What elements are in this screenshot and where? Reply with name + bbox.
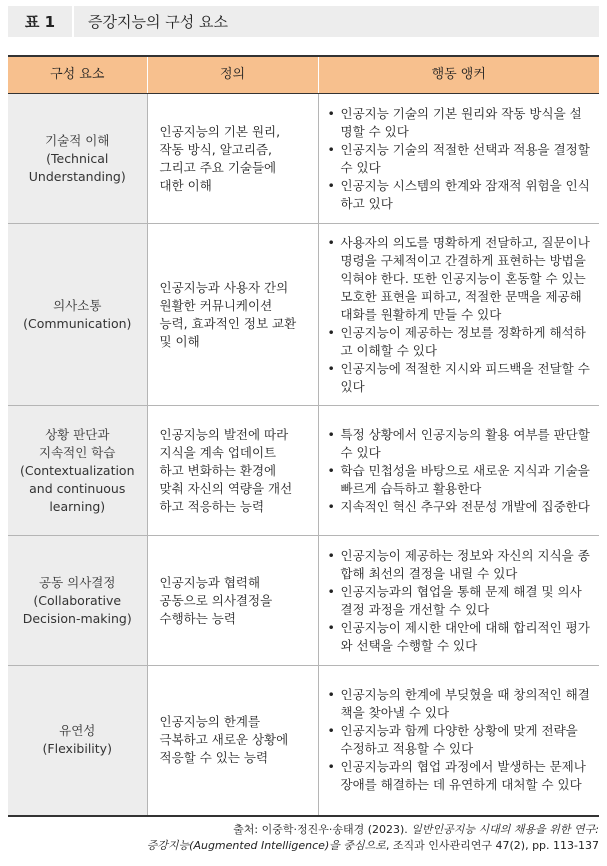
definition-line: 능력, 효과적인 정보 교환	[159, 315, 297, 331]
component-line: 지속적인 학습	[39, 444, 116, 460]
component-line: 공동 의사결정	[39, 574, 116, 590]
anchor-list	[327, 234, 594, 396]
definition-cell	[147, 94, 318, 224]
components-table	[8, 55, 599, 817]
component-line: (Collaborative	[33, 592, 122, 608]
definition-line: 및 이해	[159, 333, 200, 349]
definition-line: 인공지능의 발전에 따라	[159, 426, 289, 442]
anchor-item: • 인공지능과의 협업을 통해 문제 해결 및 의사결정 과정을 개선할 수 있다	[327, 583, 594, 619]
behavior-anchors-cell	[318, 406, 599, 536]
component-line: (Contextualization	[19, 462, 135, 478]
anchor-list	[327, 547, 594, 655]
component-line: 유연성	[59, 723, 96, 739]
definition-line: 인공지능의 기본 원리,	[159, 123, 281, 139]
definition-line: 하고 적응하는 능력	[159, 498, 265, 514]
table-header-row	[8, 56, 599, 94]
behavior-anchors-cell	[318, 94, 599, 224]
header-definition: 정의	[147, 56, 318, 94]
definition-line: 인공지능과 사용자 간의	[159, 279, 289, 295]
source-prefix: 출처: 이중학·정진우·송태경 (2023).	[233, 823, 412, 836]
table-row-collaborative-decision	[8, 536, 599, 666]
definition-line: 작동 방식, 알고리즘,	[159, 141, 272, 157]
definition-cell	[147, 536, 318, 666]
component-cell	[8, 536, 147, 666]
anchor-list	[327, 426, 594, 516]
anchor-item: • 인공지능 기술의 기본 원리와 작동 방식을 설명할 수 있다	[327, 105, 594, 141]
definition-line: 원활한 커뮤니케이션	[159, 297, 273, 313]
definition-line: 맞춰 자신의 역량을 개선	[159, 480, 293, 496]
table-row-contextualization	[8, 406, 599, 536]
table-caption	[8, 6, 599, 37]
anchor-list	[327, 686, 594, 794]
anchor-item: • 인공지능에 적절한 지시와 피드백을 전달할 수 있다	[327, 360, 594, 396]
anchor-item: • 학습 민첩성을 바탕으로 새로운 지식과 기술을 빠르게 습득하고 활용한다	[327, 462, 594, 498]
anchor-item: • 인공지능과 함께 다양한 상황에 맞게 전략을 수정하고 적용할 수 있다	[327, 722, 594, 758]
definition-line: 그리고 주요 기술들에	[159, 159, 277, 175]
definition-cell	[147, 666, 318, 816]
table-title: 증강지능의 구성 요소	[88, 13, 228, 31]
component-line: (Communication)	[23, 315, 132, 331]
table-number: 표 1	[8, 6, 74, 37]
component-line: 의사소통	[53, 297, 102, 313]
component-line: learning)	[49, 498, 106, 514]
anchor-item: • 인공지능과의 협업 과정에서 발생하는 문제나 장애를 해결하는 데 유연하게 대처할 수 있다	[327, 758, 594, 794]
anchor-list	[327, 105, 594, 213]
component-cell	[8, 94, 147, 224]
component-line: (Flexibility)	[42, 741, 112, 757]
component-line: 상황 판단과	[45, 426, 110, 442]
component-line: Understanding)	[28, 168, 126, 184]
anchor-item: • 인공지능의 한계에 부딪혔을 때 창의적인 해결책을 찾아낼 수 있다	[327, 686, 594, 722]
definition-line: 인공지능의 한계를	[159, 714, 261, 730]
definition-line: 극복하고 새로운 상황에	[159, 732, 289, 748]
anchor-item: • 인공지능이 제공하는 정보와 자신의 지식을 종합해 최선의 결정을 내릴 수 있다	[327, 547, 594, 583]
definition-line: 적응할 수 있는 능력	[159, 750, 269, 766]
definition-line: 공동으로 의사결정을	[159, 592, 273, 608]
definition-line: 인공지능과 협력해	[159, 574, 261, 590]
component-cell	[8, 666, 147, 816]
component-line: and continuous	[29, 480, 126, 496]
definition-line: 수행하는 능력	[159, 610, 236, 626]
behavior-anchors-cell	[318, 666, 599, 816]
anchor-item: • 인공지능 시스템의 한계와 잠재적 위험을 인식하고 있다	[327, 177, 594, 213]
component-line: (Technical	[46, 150, 109, 166]
header-behavior-anchors: 행동 앵커	[318, 56, 599, 94]
component-line: 기술적 이해	[45, 132, 110, 148]
definition-line: 대한 이해	[159, 177, 212, 193]
anchor-item: • 지속적인 혁신 추구와 전문성 개발에 집중한다	[327, 498, 594, 516]
source-citation	[8, 822, 599, 854]
table-row-communication	[8, 224, 599, 406]
source-line-1	[8, 822, 599, 838]
anchor-item: • 인공지능이 제시한 대안에 대해 합리적인 평가와 선택을 수행할 수 있다	[327, 619, 594, 655]
component-cell	[8, 406, 147, 536]
definition-line: 하고 변화하는 환경에	[159, 462, 277, 478]
table-row-technical-understanding	[8, 94, 599, 224]
behavior-anchors-cell	[318, 536, 599, 666]
anchor-item: • 사용자의 의도를 명확하게 전달하고, 질문이나 명령을 구체적이고 간결하게 표현하는 방법을 익혀야 한다. 또한 인공지능이 혼동할 수 있는 모호한 표현을 피하고, 적절한 문맥을 제공해 대화를 원활하게 만들 수 있다	[327, 234, 594, 324]
definition-cell	[147, 406, 318, 536]
definition-line: 지식을 계속 업데이트	[159, 444, 277, 460]
component-line: Decision-making)	[22, 610, 132, 626]
table-row-flexibility	[8, 666, 599, 816]
header-component: 구성 요소	[8, 56, 147, 94]
component-cell	[8, 224, 147, 406]
anchor-item: • 특정 상황에서 인공지능의 활용 여부를 판단할 수 있다	[327, 426, 594, 462]
source-title-part2: 증강지능(Augmented Intelligence)을 중심으로	[146, 839, 386, 852]
anchor-item: • 인공지능이 제공하는 정보를 정확하게 해석하고 이해할 수 있다	[327, 324, 594, 360]
definition-cell	[147, 224, 318, 406]
source-title-part1: 일반인공지능 시대의 채용을 위한 연구:	[411, 823, 599, 836]
source-suffix: , 조직과 인사관리연구 47(2), pp. 113-137	[385, 839, 599, 852]
behavior-anchors-cell	[318, 224, 599, 406]
anchor-item: • 인공지능 기술의 적절한 선택과 적용을 결정할 수 있다	[327, 141, 594, 177]
source-line-2	[8, 838, 599, 854]
